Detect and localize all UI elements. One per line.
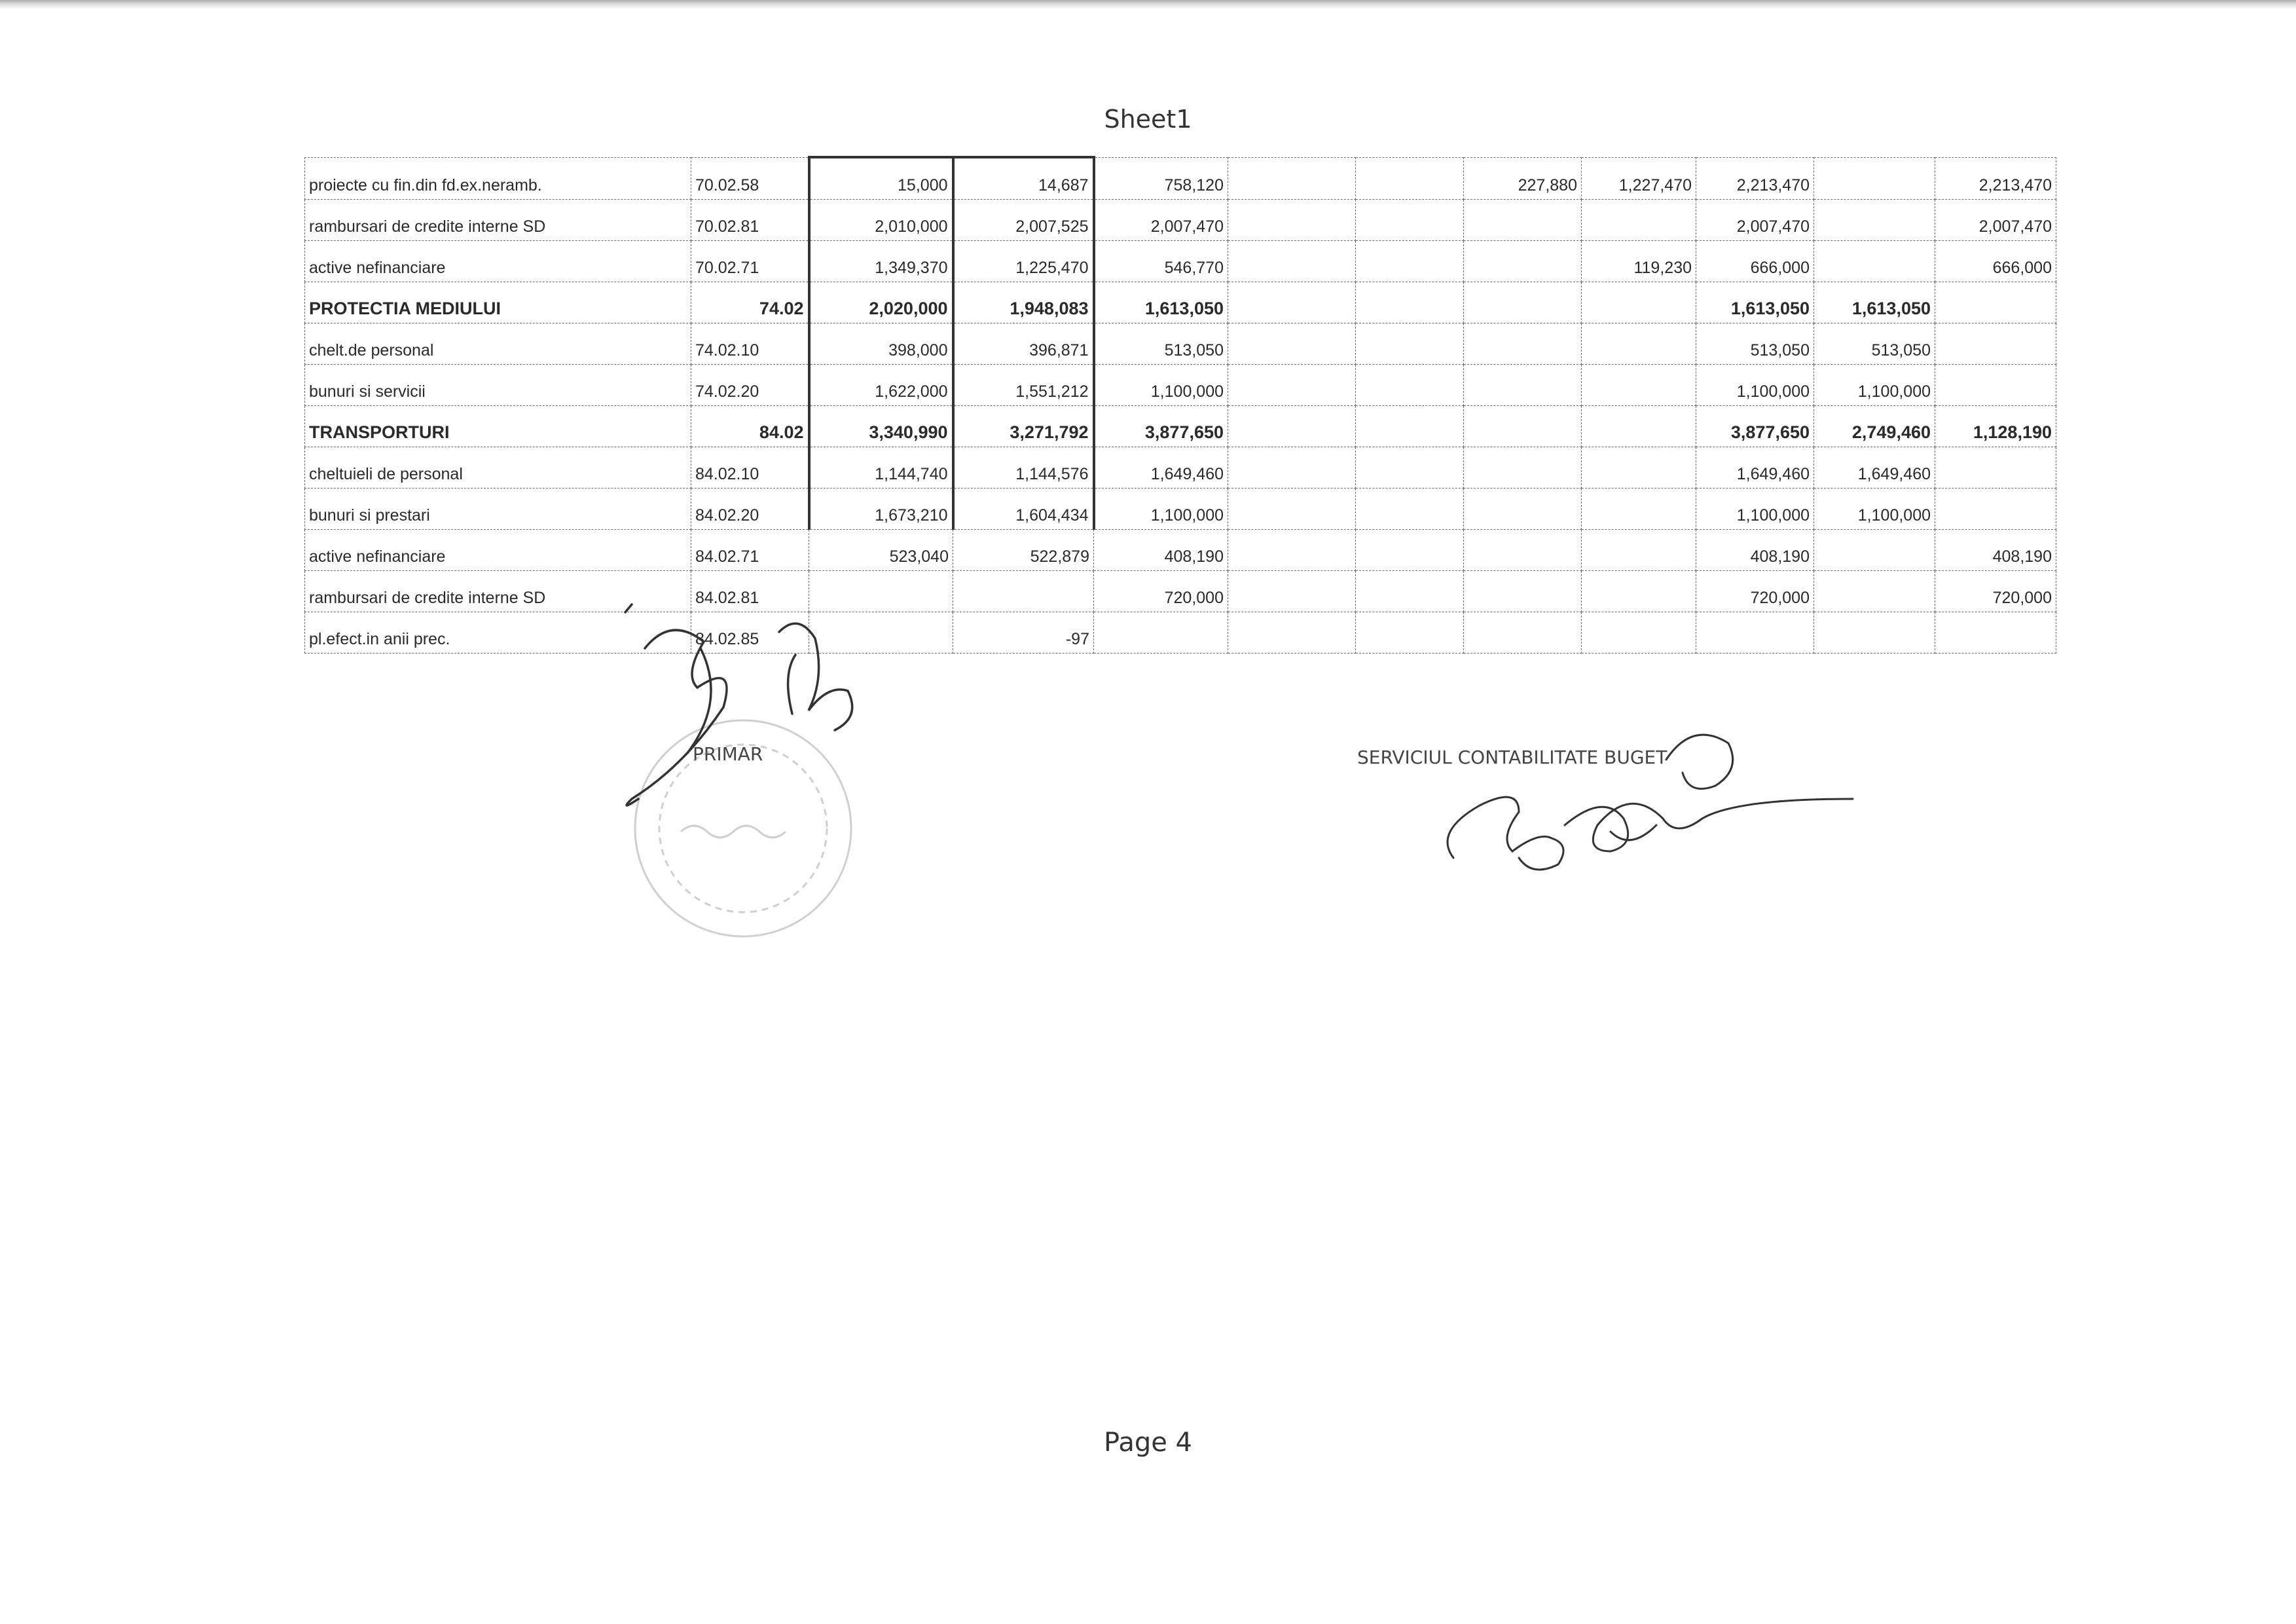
row-label: TRANSPORTURI <box>305 406 691 447</box>
accounting-signature <box>1448 735 1853 870</box>
amount-cell: 3,340,990 <box>809 406 953 447</box>
amount-cell: 1,649,460 <box>1696 447 1814 489</box>
amount-cell: 1,100,000 <box>1094 489 1228 530</box>
amount-cell: 666,000 <box>1696 241 1814 282</box>
amount-cell: 1,100,000 <box>1696 489 1814 530</box>
amount-cell: 1,100,000 <box>1814 489 1935 530</box>
amount-cell: 1,128,190 <box>1935 406 2056 447</box>
row-label: rambursari de credite interne SD <box>305 200 691 241</box>
amount-cell: 2,007,470 <box>1094 200 1228 241</box>
mayor-signature <box>625 604 852 805</box>
budget-code: 74.02 <box>691 282 809 323</box>
row-label: PROTECTIA MEDIULUI <box>305 282 691 323</box>
amount-cell: 398,000 <box>809 323 953 365</box>
amount-cell: 1,100,000 <box>1094 365 1228 406</box>
official-stamp <box>635 720 851 936</box>
primar-label: PRIMAR <box>693 743 763 765</box>
row-label: rambursari de credite interne SD <box>305 571 691 612</box>
budget-code: 84.02 <box>691 406 809 447</box>
row-label: active nefinanciare <box>305 241 691 282</box>
amount-cell: 1,100,000 <box>1814 365 1935 406</box>
amount-cell: 15,000 <box>809 157 953 200</box>
amount-cell: 1,604,434 <box>953 489 1094 530</box>
amount-cell: 1,622,000 <box>809 365 953 406</box>
accounting-service-label: SERVICIUL CONTABILITATE BUGET <box>1357 747 1667 768</box>
budget-code: 70.02.71 <box>691 241 809 282</box>
amount-cell: 1,613,050 <box>1814 282 1935 323</box>
sheet-title: Sheet1 <box>1104 105 1192 134</box>
row-label: active nefinanciare <box>305 530 691 571</box>
amount-cell: 720,000 <box>1094 571 1228 612</box>
amount-cell: 14,687 <box>953 157 1094 200</box>
amount-cell: 1,100,000 <box>1696 365 1814 406</box>
amount-cell: 2,213,470 <box>1696 157 1814 200</box>
row-label: bunuri si prestari <box>305 489 691 530</box>
budget-code: 84.02.20 <box>691 489 809 530</box>
amount-cell: 720,000 <box>1696 571 1814 612</box>
row-label: pl.efect.in anii prec. <box>305 612 691 654</box>
row-label: bunuri si servicii <box>305 365 691 406</box>
amount-cell: 2,213,470 <box>1935 157 2056 200</box>
amount-cell: 2,010,000 <box>809 200 953 241</box>
amount-cell: 1,613,050 <box>1696 282 1814 323</box>
amount-cell: 513,050 <box>1814 323 1935 365</box>
amount-cell: 513,050 <box>1696 323 1814 365</box>
row-label: cheltuieli de personal <box>305 447 691 489</box>
amount-cell: 408,190 <box>1094 530 1228 571</box>
amount-cell: 666,000 <box>1935 241 2056 282</box>
amount-cell: 1,349,370 <box>809 241 953 282</box>
budget-code: 70.02.81 <box>691 200 809 241</box>
amount-cell: -97 <box>953 612 1094 654</box>
page-number: Page 4 <box>1104 1428 1192 1458</box>
amount-cell: 523,040 <box>809 530 953 571</box>
amount-cell: 3,877,650 <box>1696 406 1814 447</box>
amount-cell: 119,230 <box>1582 241 1696 282</box>
amount-cell: 396,871 <box>953 323 1094 365</box>
amount-cell: 1,948,083 <box>953 282 1094 323</box>
row-label: chelt.de personal <box>305 323 691 365</box>
amount-cell: 546,770 <box>1094 241 1228 282</box>
amount-cell: 1,551,212 <box>953 365 1094 406</box>
amount-cell: 2,007,525 <box>953 200 1094 241</box>
amount-cell: 1,144,576 <box>953 447 1094 489</box>
amount-cell: 2,007,470 <box>1935 200 2056 241</box>
amount-cell: 408,190 <box>1696 530 1814 571</box>
amount-cell: 2,007,470 <box>1696 200 1814 241</box>
budget-code: 70.02.58 <box>691 157 809 200</box>
budget-code: 74.02.10 <box>691 323 809 365</box>
amount-cell: 522,879 <box>953 530 1094 571</box>
amount-cell: 2,020,000 <box>809 282 953 323</box>
budget-code: 84.02.81 <box>691 571 809 612</box>
amount-cell: 1,673,210 <box>809 489 953 530</box>
amount-cell: 1,613,050 <box>1094 282 1228 323</box>
budget-code: 84.02.71 <box>691 530 809 571</box>
amount-cell: 513,050 <box>1094 323 1228 365</box>
amount-cell: 1,649,460 <box>1814 447 1935 489</box>
amount-cell: 408,190 <box>1935 530 2056 571</box>
budget-code: 74.02.20 <box>691 365 809 406</box>
amount-cell: 720,000 <box>1935 571 2056 612</box>
amount-cell: 227,880 <box>1464 157 1582 200</box>
amount-cell: 1,227,470 <box>1582 157 1696 200</box>
amount-cell: 1,225,470 <box>953 241 1094 282</box>
amount-cell: 2,749,460 <box>1814 406 1935 447</box>
amount-cell: 758,120 <box>1094 157 1228 200</box>
row-label: proiecte cu fin.din fd.ex.neramb. <box>305 157 691 200</box>
amount-cell: 1,649,460 <box>1094 447 1228 489</box>
amount-cell: 3,271,792 <box>953 406 1094 447</box>
amount-cell: 1,144,740 <box>809 447 953 489</box>
budget-code: 84.02.85 <box>691 612 809 654</box>
budget-code: 84.02.10 <box>691 447 809 489</box>
amount-cell: 3,877,650 <box>1094 406 1228 447</box>
